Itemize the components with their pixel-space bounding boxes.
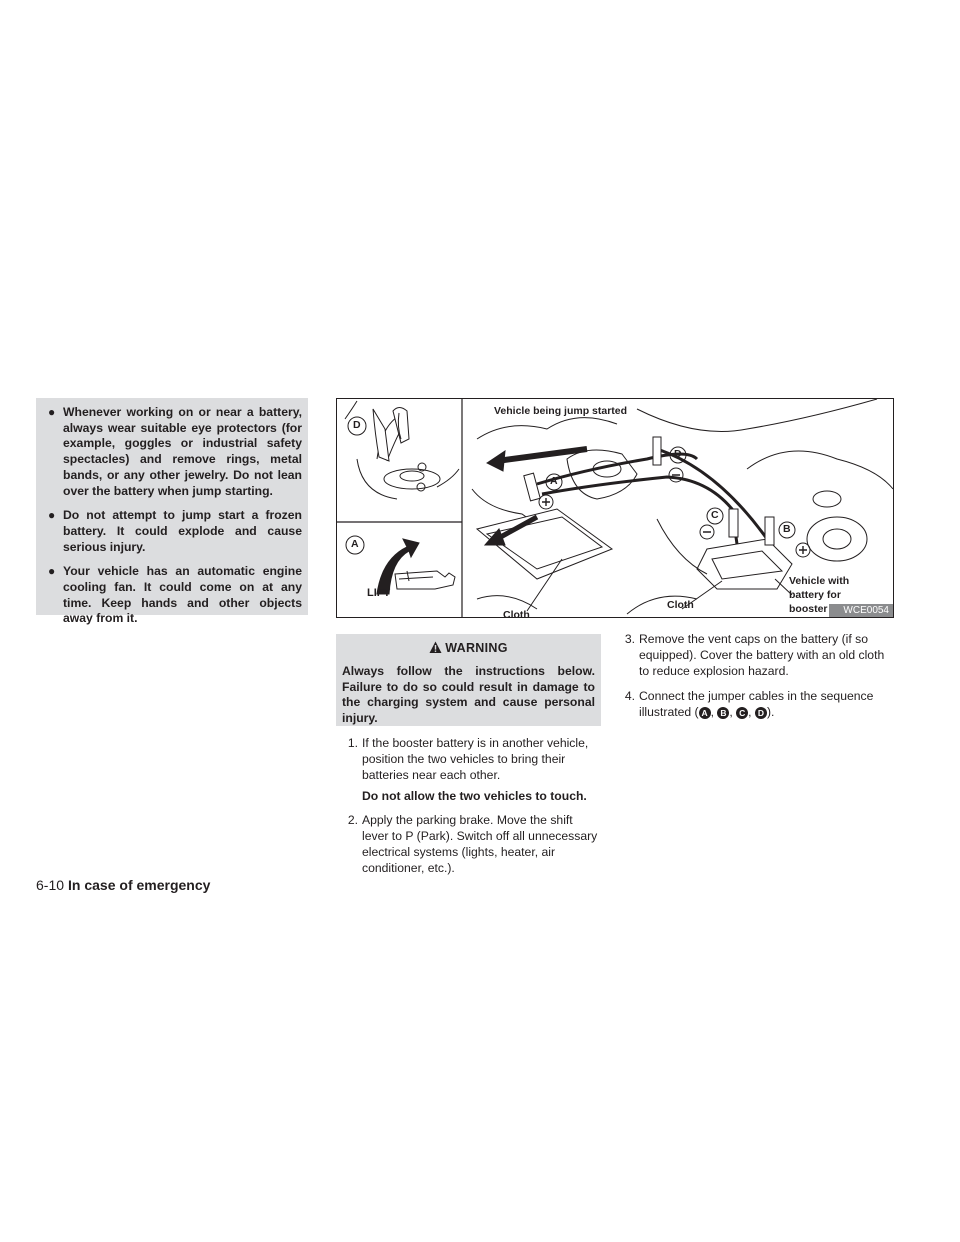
caution-item: ● Whenever working on or near a battery, always wear suitable eye protectors (for example, goggles or industrial safety spectacles) and remove rings, metal bands, or any other jewelry. Do not lean over the battery when jump starting. (48, 405, 302, 498)
bullet-icon: ● (48, 405, 56, 419)
label-a: A (550, 475, 558, 487)
warning-box (336, 634, 601, 726)
page-number: 6-10 (36, 877, 65, 893)
inset-label-a: A (351, 538, 359, 550)
warning-title: WARNING (342, 640, 595, 656)
step-1: 1. If the booster battery is in another vehicle, position the two vehicles to bring their batteries near each other. Do not allow the two vehicles to touch. (340, 735, 602, 804)
steps-column-1 (340, 735, 602, 885)
cloth-label-right: Cloth (667, 599, 694, 611)
jump-start-illustration (336, 398, 894, 618)
warning-text: Always follow the instructions below. Failure to do so could result in damage to the charging system and cause personal injury. (342, 664, 595, 726)
step-4: 4. Connect the jumper cables in the sequence illustrated ( A , B , C , D ). (624, 688, 874, 719)
step-3: 3. Remove the vent caps on the battery (if so equipped). Cover the battery with an old cloth to reduce explosion hazard. (624, 632, 885, 679)
label-c: C (711, 509, 719, 521)
caution-item: ● Your vehicle has an automatic engine cooling fan. It could come on at any time. Keep hands and other objects away from it. (48, 564, 302, 626)
warning-icon (429, 641, 442, 654)
label-d: D (674, 448, 682, 460)
section-title: In case of emergency (68, 877, 211, 893)
page-footer (36, 877, 210, 893)
lift-label: LIFT (367, 587, 391, 599)
cloth-label-left: Cloth (503, 609, 530, 618)
seq-d-icon: D (755, 707, 767, 719)
bullet-icon: ● (48, 564, 56, 579)
bullet-icon: ● (48, 508, 56, 523)
vehicle-jump-label: Vehicle being jump started (494, 405, 628, 417)
vehicle-booster-label-3: booster (789, 603, 828, 615)
figure-code: WCE0054 (829, 604, 893, 617)
inset-label-d: D (353, 419, 361, 431)
seq-c-icon: C (736, 707, 748, 719)
vehicle-booster-label-1: Vehicle with (789, 575, 850, 587)
step-2: 2. Apply the parking brake. Move the shift lever to P (Park). Switch off all unnecessary electrical systems (lights, heater, air conditioner, etc.). (347, 812, 598, 876)
seq-b-icon: B (717, 707, 729, 719)
steps-column-2 (617, 631, 897, 728)
label-b: B (783, 523, 791, 535)
step-1-note: Do not allow the two vehicles to touch. (362, 788, 587, 803)
seq-a-icon: A (699, 707, 711, 719)
caution-item: ● Do not attempt to jump start a frozen battery. It could explode and cause serious injury. (48, 508, 302, 554)
caution-box (36, 398, 308, 626)
vehicle-booster-label-2: battery for (789, 589, 841, 601)
